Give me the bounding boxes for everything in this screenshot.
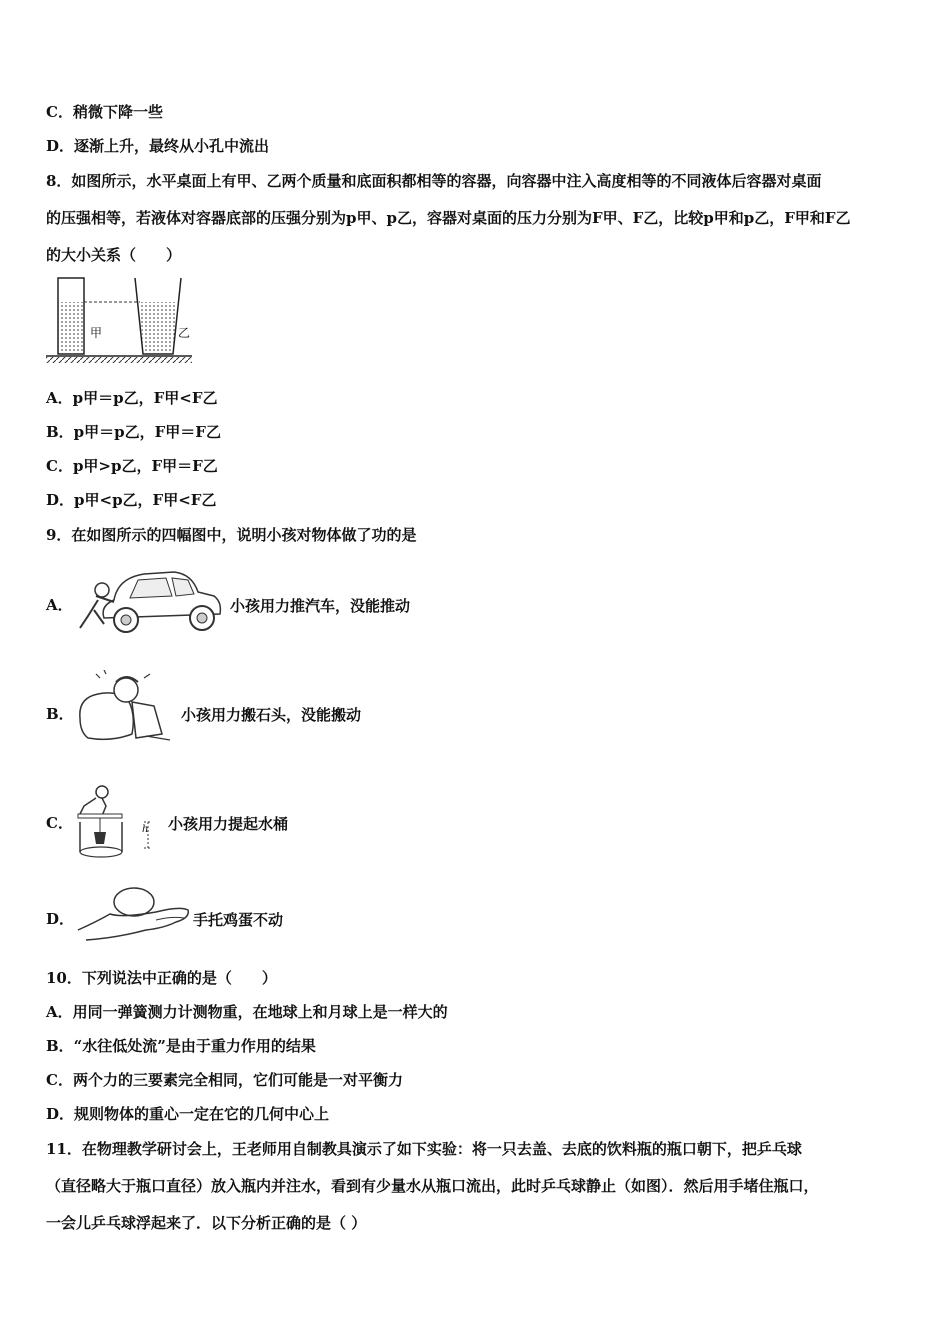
height-label: h	[142, 824, 149, 835]
container-a-label: 甲	[90, 326, 103, 340]
hand-holding-egg-image	[76, 884, 192, 944]
q9-option-c-text: 小孩用力提起水桶	[168, 815, 289, 833]
q8-containers-figure	[44, 276, 194, 366]
q8-stem-line3: 的大小关系（ ）	[46, 246, 182, 264]
q8-option-b: B．p甲＝p乙，F甲＝F乙	[46, 423, 221, 441]
q10-stem: 10．下列说法中正确的是（ ）	[46, 969, 277, 987]
q8-stem-line2: 的压强相等，若液体对容器底部的压强分别为p甲、p乙，容器对桌面的压力分别为F甲、F乙，比较p甲和p乙，F甲和F乙	[46, 209, 851, 227]
q10-option-a: A．用同一弹簧测力计测物重，在地球上和月球上是一样大的	[46, 1003, 448, 1021]
q9-option-d-letter: D．	[46, 910, 75, 928]
q9-option-b-text: 小孩用力搬石头，没能搬动	[181, 706, 362, 724]
child-lifting-rock-image	[76, 670, 176, 746]
q11-stem-line1: 11．在物理教学研讨会上，王老师用自制教具演示了如下实验：将一只去盖、去底的饮料瓶的瓶口朝下，把乒乓球	[46, 1140, 802, 1158]
container-b-label: 乙	[178, 326, 191, 340]
q9-option-a-letter: A．	[46, 596, 73, 614]
q8-option-d: D．p甲<p乙，F甲<F乙	[46, 491, 217, 509]
q11-stem-line2: （直径略大于瓶口直径）放入瓶内并注水，看到有少量水从瓶口流出，此时乒乓球静止（如图）．然后用手堵住瓶口，	[46, 1177, 819, 1195]
child-lifting-bucket-image	[72, 782, 162, 860]
q9-stem: 9．在如图所示的四幅图中，说明小孩对物体做了功的是	[46, 526, 417, 544]
q7-option-d: D．逐渐上升，最终从小孔中流出	[46, 137, 270, 155]
q10-option-b: B．“水往低处流”是由于重力作用的结果	[46, 1037, 316, 1055]
q10-option-d: D．规则物体的重心一定在它的几何中心上	[46, 1105, 330, 1123]
q9-option-a-text: 小孩用力推汽车，没能推动	[230, 597, 411, 615]
q8-option-c: C．p甲>p乙，F甲＝F乙	[46, 457, 218, 475]
q9-option-d-text: 手托鸡蛋不动	[193, 911, 284, 929]
q8-option-a: A．p甲＝p乙，F甲<F乙	[46, 389, 218, 407]
child-pushing-car-image	[74, 562, 224, 638]
q10-option-c: C．两个力的三要素完全相同，它们可能是一对平衡力	[46, 1071, 403, 1089]
q8-stem-line1: 8．如图所示，水平桌面上有甲、乙两个质量和底面积都相等的容器，向容器中注入高度相等的不同液体后容器对桌面	[46, 172, 822, 190]
q9-option-c-letter: C．	[46, 814, 73, 832]
q9-option-b-letter: B．	[46, 705, 74, 723]
q11-stem-line3: 一会儿乒乓球浮起来了．以下分析正确的是（ ）	[46, 1214, 367, 1232]
q7-option-c: C．稍微下降一些	[46, 103, 163, 121]
containers-illustration	[44, 276, 194, 366]
